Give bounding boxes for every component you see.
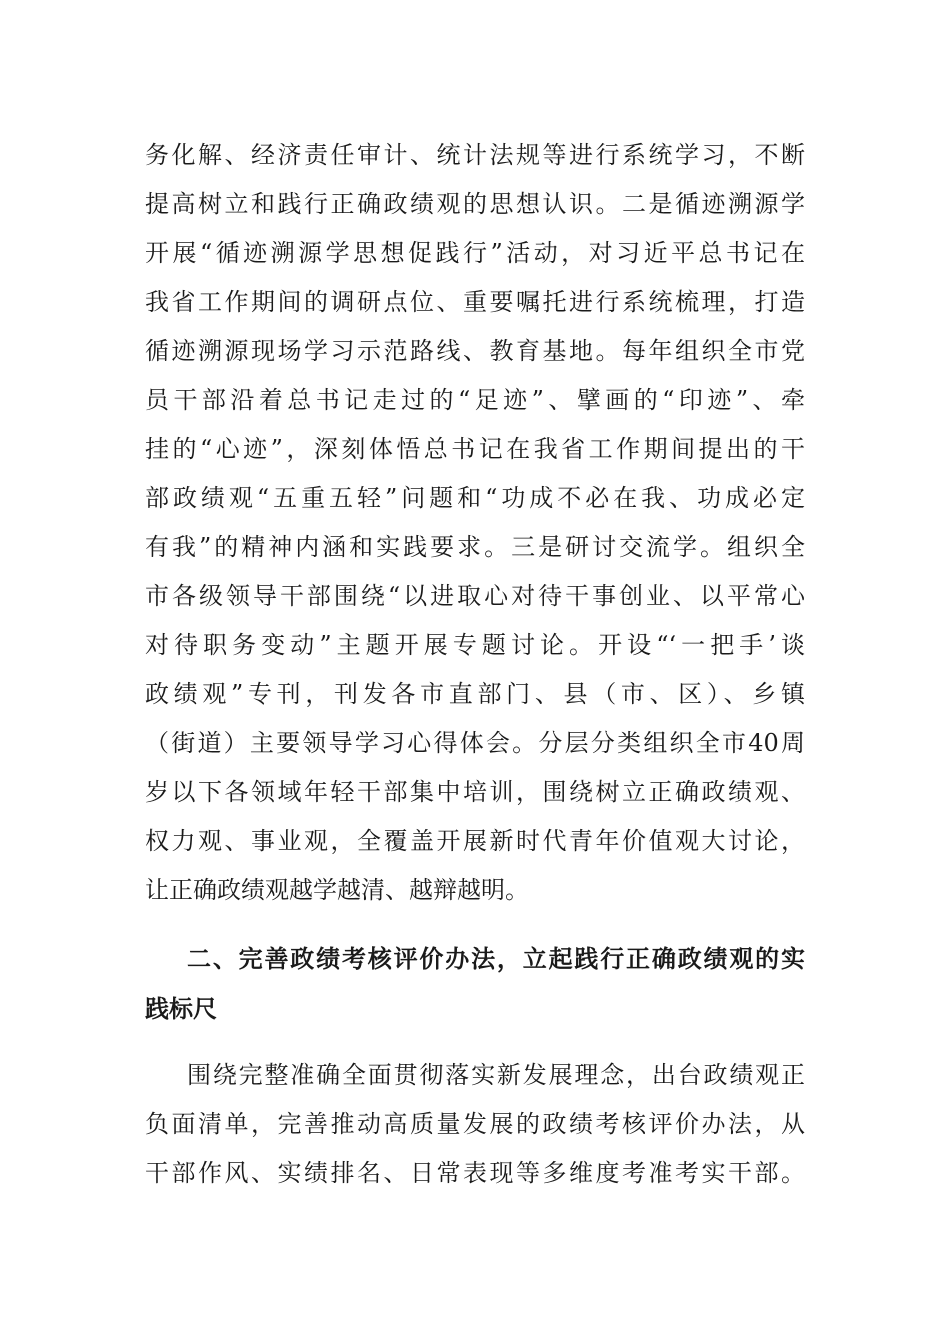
paragraph-line: 提高树立和践行正确政绩观的思想认识。二是循迹溯源学 [145,190,805,218]
paragraph-line: 员干部沿着总书记走过的“足迹”、擘画的“印迹”、牵 [145,386,805,414]
paragraph-line: 权力观、事业观，全覆盖开展新时代青年价值观大讨论， [145,827,805,855]
paragraph-line: 有我”的精神内涵和实践要求。三是研讨交流学。组织全 [145,533,805,561]
paragraph-line: 围绕完整准确全面贯彻落实新发展理念，出台政绩观正 [187,1061,805,1089]
paragraph-line: 市各级领导干部围绕“以进取心对待干事创业、以平常心 [145,582,805,610]
paragraph-line: 开展“循迹溯源学思想促践行”活动，对习近平总书记在 [145,239,805,267]
heading-line: 二、完善政绩考核评价办法，立起践行正确政绩观的实 [187,945,805,973]
paragraph-line: 我省工作期间的调研点位、重要嘱托进行系统梳理，打造 [145,288,805,316]
section-heading [145,934,805,1034]
paragraph-line: 务化解、经济责任审计、统计法规等进行系统学习，不断 [145,141,805,169]
paragraph-line: 政绩观”专刊，刊发各市直部门、县（市、区）、乡镇 [145,680,805,708]
heading-line: 践标尺 [145,995,217,1023]
paragraph-line: 对待职务变动”主题开展专题讨论。开设“‘一把手’谈 [145,631,805,659]
body-paragraph-2 [145,1051,805,1198]
paragraph-line: 干部作风、实绩排名、日常表现等多维度考准考实干部。 [145,1159,805,1187]
paragraph-line: 循迹溯源现场学习示范路线、教育基地。每年组织全市党 [145,337,805,365]
paragraph-line: 岁以下各领域年轻干部集中培训，围绕树立正确政绩观、 [145,778,805,806]
body-paragraph-1 [145,131,805,915]
paragraph-line: 挂的“心迹”，深刻体悟总书记在我省工作期间提出的干 [145,435,805,463]
paragraph-line: 部政绩观“五重五轻”问题和“功成不必在我、功成必定 [145,484,805,512]
paragraph-line: （街道）主要领导学习心得体会。分层分类组织全市40周 [145,729,805,757]
paragraph-line: 让正确政绩观越学越清、越辩越明。 [145,876,529,904]
paragraph-line: 负面清单，完善推动高质量发展的政绩考核评价办法，从 [145,1110,805,1138]
